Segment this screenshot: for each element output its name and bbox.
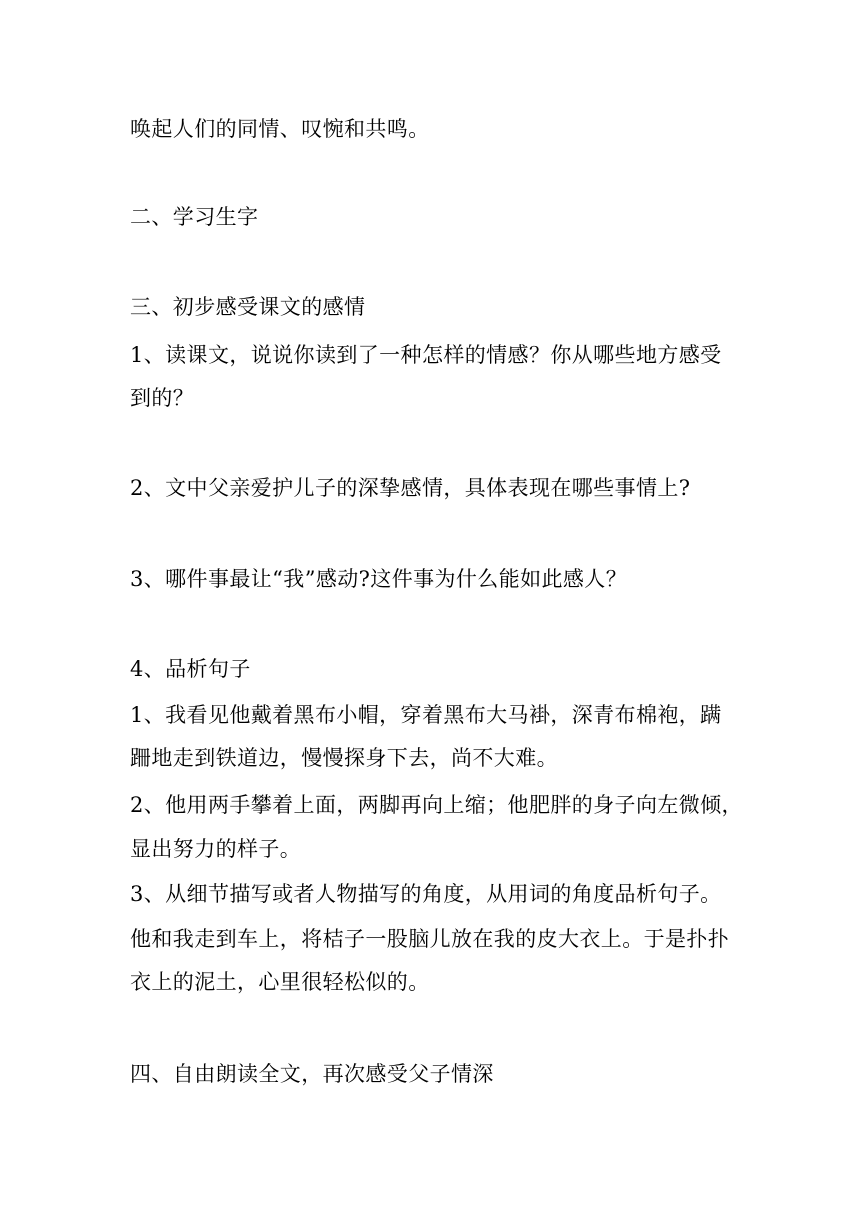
text-line-continuation: 唤起人们的同情、叹惋和共鸣。 bbox=[130, 117, 430, 141]
sentence-3-line-2: 他和我走到车上，将桔子一股脑儿放在我的皮大衣上。于是扑扑 bbox=[130, 927, 730, 951]
question-1-line-2: 到的？ bbox=[130, 386, 195, 410]
sentence-3-line-1: 3、从细节描写或者人物描写的角度，从用词的角度品析句子。 bbox=[130, 882, 722, 906]
question-3: 3、哪件事最让“我”感动?这件事为什么能如此感人？ bbox=[130, 567, 628, 591]
section-heading-5: 四、自由朗读全文，再次感受父子情深 bbox=[130, 1062, 494, 1086]
section-heading-3: 三、初步感受课文的感情 bbox=[130, 295, 366, 319]
section-heading-2: 二、学习生字 bbox=[130, 205, 259, 229]
sentence-3-line-3: 衣上的泥土，心里很轻松似的。 bbox=[130, 970, 430, 994]
section-heading-4: 4、品析句子 bbox=[130, 657, 251, 681]
question-2: 2、文中父亲爱护儿子的深挚感情，具体表现在哪些事情上? bbox=[130, 476, 691, 500]
sentence-2-line-2: 显出努力的样子。 bbox=[130, 837, 302, 861]
sentence-1-line-1: 1、我看见他戴着黑布小帽，穿着黑布大马褂，深青布棉袍，蹒 bbox=[130, 703, 722, 727]
sentence-2-line-1: 2、他用两手攀着上面，两脚再向上缩；他肥胖的身子向左微倾， bbox=[130, 793, 743, 817]
question-1-line-1: 1、读课文，说说你读到了一种怎样的情感？你从哪些地方感受 bbox=[130, 343, 722, 367]
sentence-1-line-2: 跚地走到铁道边，慢慢探身下去，尚不大难。 bbox=[130, 746, 558, 770]
